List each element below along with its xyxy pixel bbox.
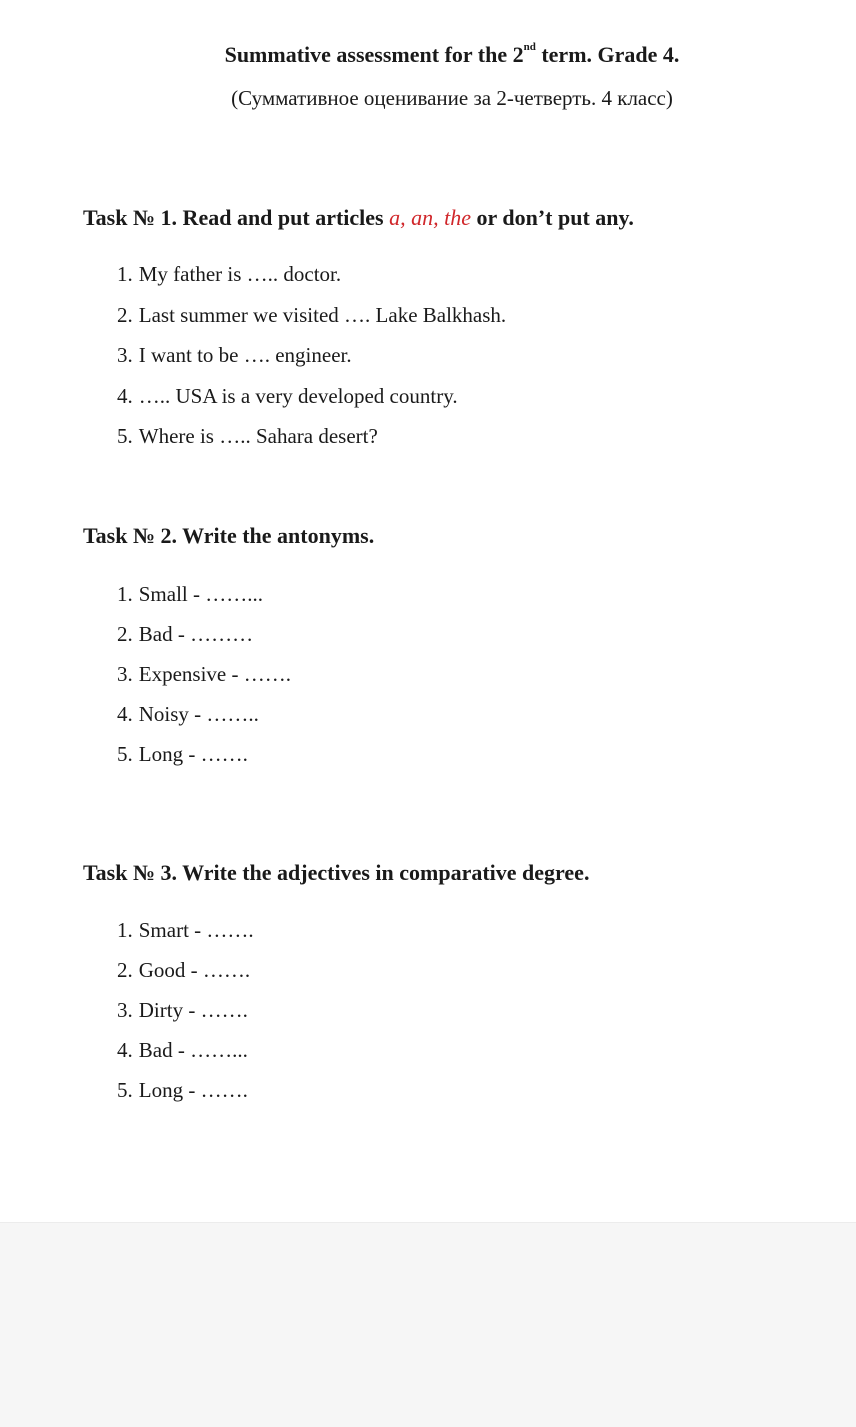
task1-item: 1. My father is ….. doctor.: [117, 262, 342, 286]
task3-item: 1. Smart - …….: [117, 918, 254, 942]
task3-heading: Task № 3. Write the adjectives in comparative degree.: [83, 860, 590, 885]
task2-item: 1. Small - ……...: [117, 582, 263, 606]
task3-item: 4. Bad - ……...: [117, 1038, 248, 1062]
task2-item: 4. Noisy - ……..: [117, 702, 259, 726]
task2-item: 3. Expensive - …….: [117, 662, 291, 686]
task2-item: 5. Long - …….: [117, 742, 248, 766]
task1-item: 2. Last summer we visited …. Lake Balkhash.: [117, 303, 507, 327]
task2-item: 2. Bad - ………: [117, 622, 254, 646]
task1-heading: Task № 1. Read and put articles a, an, the or don’t put any.: [83, 205, 634, 230]
task1-item: 4. ….. USA is a very developed country.: [117, 384, 458, 408]
task3-item: 5. Long - …….: [117, 1078, 248, 1102]
page-subtitle: (Суммативное оценивание за 2-четверть. 4 класс): [231, 86, 673, 110]
task1-articles: a, an, the: [389, 205, 472, 230]
page-title: Summative assessment for the 2nd term. Grade 4.: [224, 41, 680, 67]
task3-item: 3. Dirty - …….: [117, 998, 248, 1022]
blank-footer-area: [0, 1222, 856, 1427]
title-superscript: nd: [523, 41, 536, 53]
task1-item: 3. I want to be …. engineer.: [117, 343, 352, 367]
task2-heading: Task № 2. Write the antonyms.: [83, 523, 375, 548]
task3-item: 2. Good - …….: [117, 958, 251, 982]
task1-item: 5. Where is ….. Sahara desert?: [117, 424, 378, 448]
